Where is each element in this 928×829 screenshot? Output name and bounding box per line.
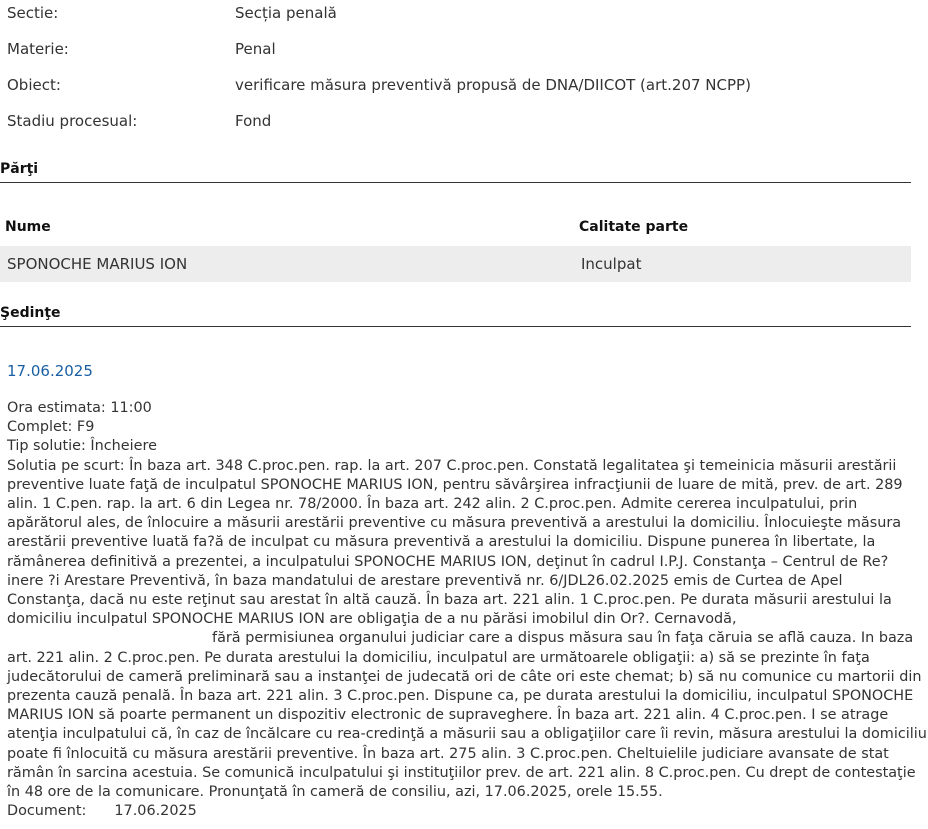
solution-line: inere ?i Arestare Preventivă, în baza mandatului de arestare preventivă nr. 6/JDL26.02.2025 emis de Curtea de Apel — [7, 572, 843, 589]
solution-line: rămânerea definitivă a prezentei, a inculpatului SPONOCHE MARIUS ION, deţinut în cadrul I.P.J. Constanţa – Centrul de Re? — [7, 553, 889, 570]
materie-label: Materie: — [7, 40, 69, 58]
solution-line: prezenta cauză penală. În baza art. 221 alin. 3 C.proc.pen. Dispune ca, pe durata arestului la domiciliu, inculpatul SPONOCHE — [7, 688, 914, 705]
solution-line: art. 221 alin. 2 C.proc.pen. Pe durata arestului la domiciliu, inculpatul are următoarele obligaţii: a) să se prezinte în faţa — [7, 649, 870, 666]
parti-table-header — [0, 216, 911, 238]
party-name: SPONOCHE MARIUS ION — [7, 255, 188, 273]
hearing-date: 17.06.2025 — [7, 362, 93, 380]
obiect-label: Obiect: — [7, 76, 61, 94]
solution-line: MARIUS ION să poarte permanent un dispozitiv electronic de supraveghere. În baza art. 221 alin. 4 C.proc.pen. I se atrage — [7, 707, 889, 724]
hearing-details — [7, 399, 927, 821]
sectie-value: Secția penală — [235, 4, 337, 22]
solution-line: domiciliu inculpatul SPONOCHE MARIUS ION are obligaţia de a nu părăsi imobilul din Or?. Cernavodă, — [7, 611, 737, 628]
solution-line: alin. 1 C.pen. rap. la art. 6 din Legea nr. 78/2000. În baza art. 242 alin. 2 C.proc.pen. Admite cererea inculpatului, prin — [7, 496, 858, 513]
header-nume: Nume — [5, 219, 51, 235]
solution-line: preventive luate faţă de inculpatul SPONOCHE MARIUS ION, pentru săvârşirea infracţiunii de luare de mită, prev. de art. 289 — [7, 476, 903, 493]
document-label: Document: — [7, 803, 87, 820]
obiect-value: verificare măsura preventivă propusă de DNA/DIICOT (art.207 NCPP) — [235, 76, 751, 94]
solution-type: Tip solutie: Încheiere — [7, 438, 157, 455]
solution-line: judecătorului de cameră preliminară sau a instanţei de judecată ori de câte ori este chemat; b) să nu comunice cu martorii din — [7, 668, 922, 685]
solution-line: rămân în sarcina acestuia. Se comunică inculpatului şi instituţiilor prev. de art. 221 alin. 8 C.proc.pen. Cu drept de contestaţie — [7, 764, 916, 781]
document-row — [7, 802, 907, 821]
solution-line: arestării preventive luată fa?ă de inculpat cu măsura preventivă a arestului la domiciliu. Dispune punerea în libertate, la — [7, 534, 876, 551]
party-role: Inculpat — [581, 255, 642, 273]
solution-line: Solutia pe scurt: În baza art. 348 C.proc.pen. rap. la art. 207 C.proc.pen. Constată legalitatea şi temeinicia măsurii arestării — [7, 457, 897, 474]
hearing-time: Ora estimata: 11:00 — [7, 400, 152, 416]
document-date: 17.06.2025 — [114, 803, 197, 820]
solution-line: Constanţa, dacă nu este reţinut sau arestat în altă cauză. În baza art. 221 alin. 1 C.proc.pen. Pe durata măsurii arestului la — [7, 592, 892, 609]
stadiu-value: Fond — [235, 112, 272, 130]
materie-value: Penal — [235, 40, 276, 58]
table-row — [0, 246, 911, 282]
header-calitate: Calitate parte — [579, 219, 689, 235]
solution-line: apărătorul ales, de înlocuire a măsurii arestării preventive cu măsura preventivă a arestului la domiciliu. Înlocuieşte măsura — [7, 515, 902, 532]
solution-line-indented: fără permisiunea organului judiciar care a dispus măsura sau în faţa căruia se află cauza. In baza — [212, 630, 914, 647]
solution-line: în 48 ore de la comunicare. Pronunţată în cameră de consiliu, azi, 17.06.2025, orele 15.55. — [7, 784, 663, 801]
sedinte-section-title: Şedinţe — [0, 304, 911, 327]
solution-line: poate fi înlocuită cu măsura arestării preventive. În baza art. 275 alin. 3 C.proc.pen. Cheltuielile judiciare avansate de stat — [7, 745, 889, 762]
sectie-label: Sectie: — [7, 4, 59, 22]
solution-line: atenţia inculpatului că, în caz de încălcare cu rea-credinţă a măsurii sau a obligaţiilor care îi revin, măsura arestului la domiciliu — [7, 726, 927, 743]
stadiu-label: Stadiu procesual: — [7, 112, 138, 130]
parti-section-title: Părţi — [0, 160, 911, 183]
hearing-panel: Complet: F9 — [7, 419, 95, 436]
